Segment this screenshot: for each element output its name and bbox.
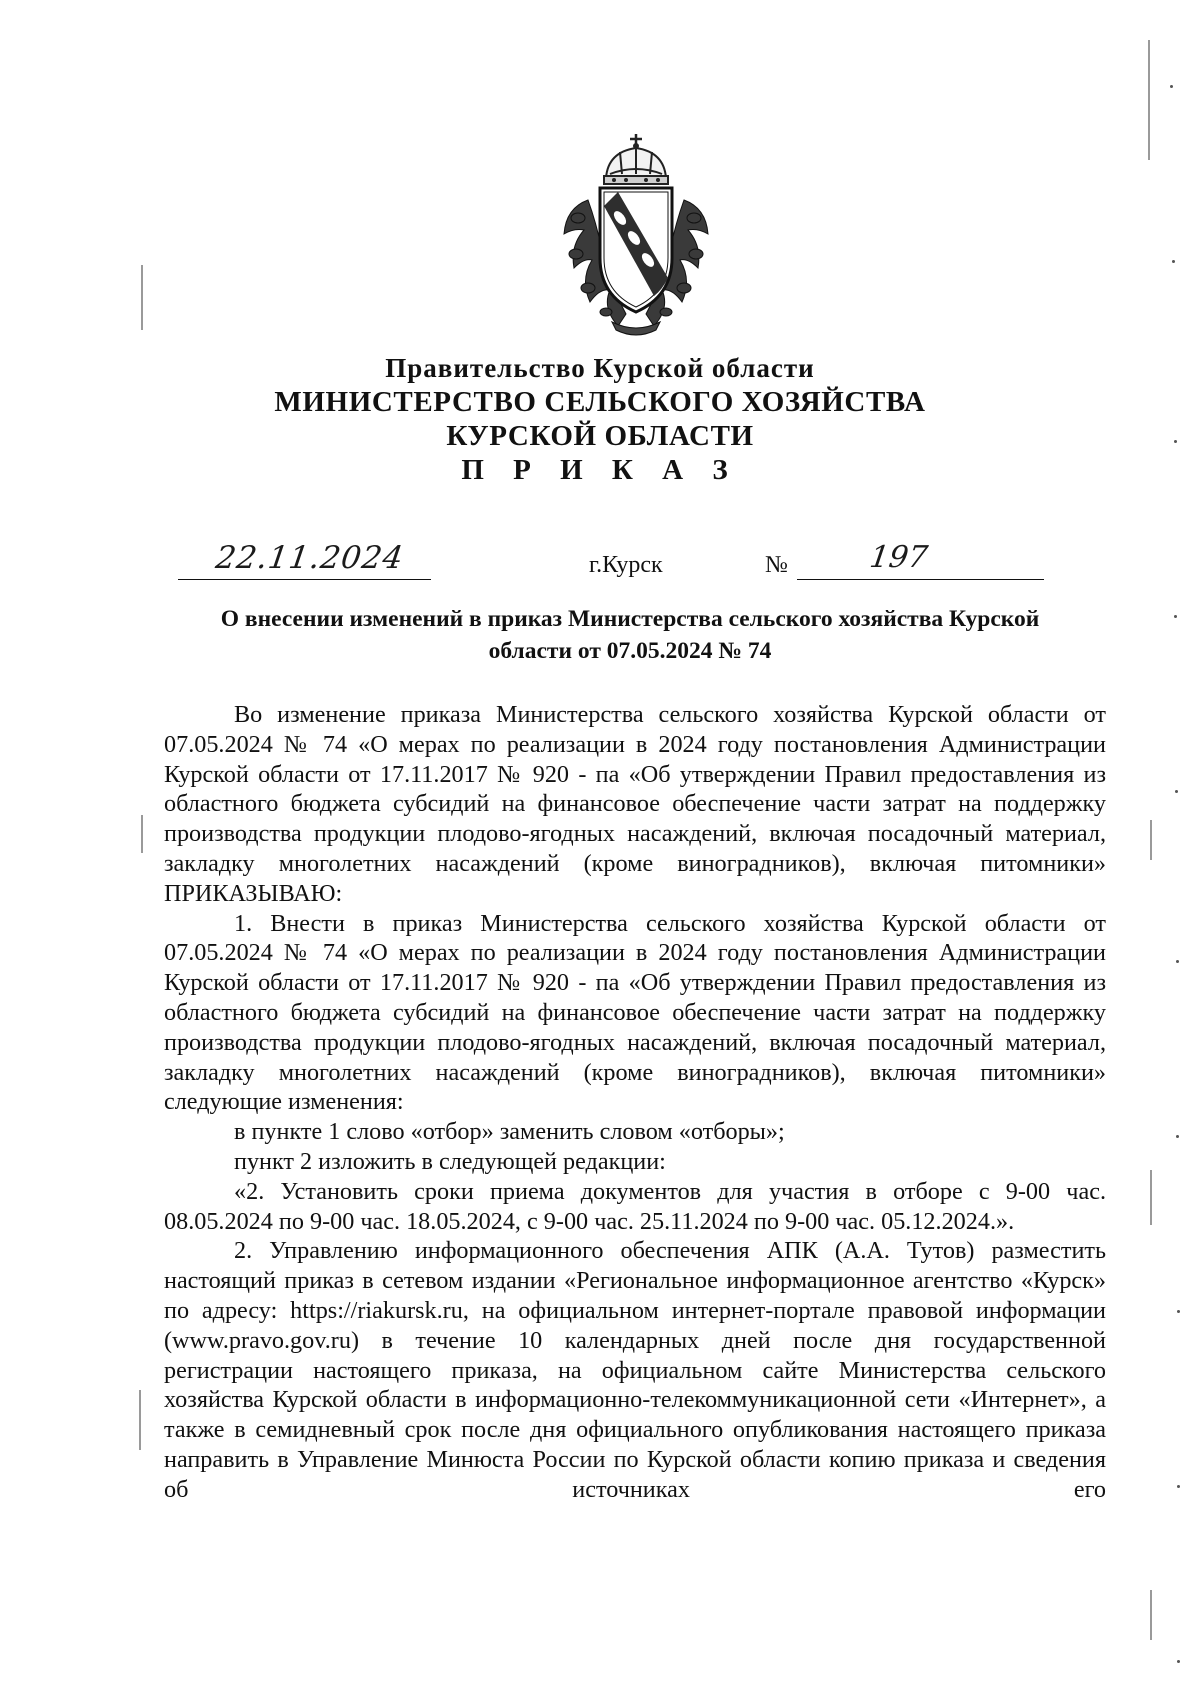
handwritten-number: 197 [867,540,930,575]
kursk-coat-of-arms-icon [548,130,724,338]
date-underline [178,579,431,580]
ministry-name-line2: КУРСКОЙ ОБЛАСТИ [446,420,754,452]
document-meta-row [0,540,1200,588]
body-paragraph-new-wording: «2. Установить сроки приема документов для участия в отборе с 9-00 час. 08.05.2024 по 9-00 час. 18.05.2024, с 9-00 час. 25.11.2024 по 9-00 час. 05.12.2024.». [164,1177,1106,1235]
scan-artifact [1176,1135,1179,1138]
document-title [160,603,1100,667]
scan-artifact [1172,260,1175,263]
scan-artifact [1177,1485,1180,1488]
scan-artifact [1175,790,1178,793]
number-underline [797,579,1044,580]
document-type: П Р И К А З [461,454,739,486]
scan-artifact [1170,85,1173,88]
body-paragraph-item-2: 2. Управлению информационного обеспечения АПК (А.А. Тутов) разместить настоящий приказ в сетевом издании «Региональное информационное агентство «Курск» по адресу: https://riakursk.ru, на официальном интернет-портале правовой информации (www.pravo.gov.ru) в течение 10 календарных дней после дня государственной регистрации настоящего приказа, на официальном сайте Министерства сельского хозяйства Курской области в информационно-телекоммуникационной сети «Интернет», а также в семидневный срок после дня официального опубликования настоящего приказа направить в Управление Минюста России по Курской области копию приказа и сведения об источниках его [164,1237,1106,1503]
scan-artifact [1150,1170,1152,1225]
scan-artifact [1176,960,1179,963]
number-label: № [765,552,788,578]
body-paragraph-change-1: в пункте 1 слово «отбор» заменить словом «отборы»; [234,1118,785,1146]
scan-artifact [1150,820,1152,860]
handwritten-date: 22.11.2024 [213,540,407,576]
scan-artifact [139,1390,141,1450]
scan-artifact [1174,615,1177,618]
government-name: Правительство Курской области [385,353,815,383]
scan-artifact [141,815,143,853]
body-paragraph-item-1: 1. Внести в приказ Министерства сельского хозяйства Курской области от 07.05.2024 № 74 «О мерах по реализации в 2024 году постановления Администрации Курской области от 17.11.2017 № 920 - па «Об утверждении Правил предоставления из областного бюджета субсидий на финансовое обеспечение части затрат на поддержку производства продукции плодово-ягодных насаждений, включая посадочный материал, закладку многолетних насаждений (кроме виноградников), включая питомники» следующие изменения: [164,909,1106,1116]
body-paragraph-preamble: Во изменение приказа Министерства сельского хозяйства Курской области от 07.05.2024 № 74 «О мерах по реализации в 2024 году постановления Администрации Курской области от 17.11.2017 № 920 - па «Об утверждении Правил предоставления из областного бюджета субсидий на финансовое обеспечение части затрат на поддержку производства продукции плодово-ягодных насаждений, включая посадочный материал, закладку многолетних насаждений (кроме виноградников), включая питомники» ПРИКАЗЫВАЮ: [164,701,1106,907]
document-body [164,700,1106,1505]
ministry-name-line1: МИНИСТЕРСТВО СЕЛЬСКОГО ХОЗЯЙСТВА [274,386,926,418]
scan-artifact [1177,1310,1180,1313]
scan-artifact [141,265,143,330]
document-title-line2: области от 07.05.2024 № 74 [488,638,772,664]
body-paragraph-change-2: пункт 2 изложить в следующей редакции: [234,1147,666,1175]
scan-artifact [1177,1660,1180,1663]
scan-artifact [1148,40,1150,160]
document-title-line1: О внесении изменений в приказ Министерства сельского хозяйства Курской [220,606,1040,632]
scan-artifact [1150,1590,1152,1640]
city: г.Курск [589,552,663,578]
